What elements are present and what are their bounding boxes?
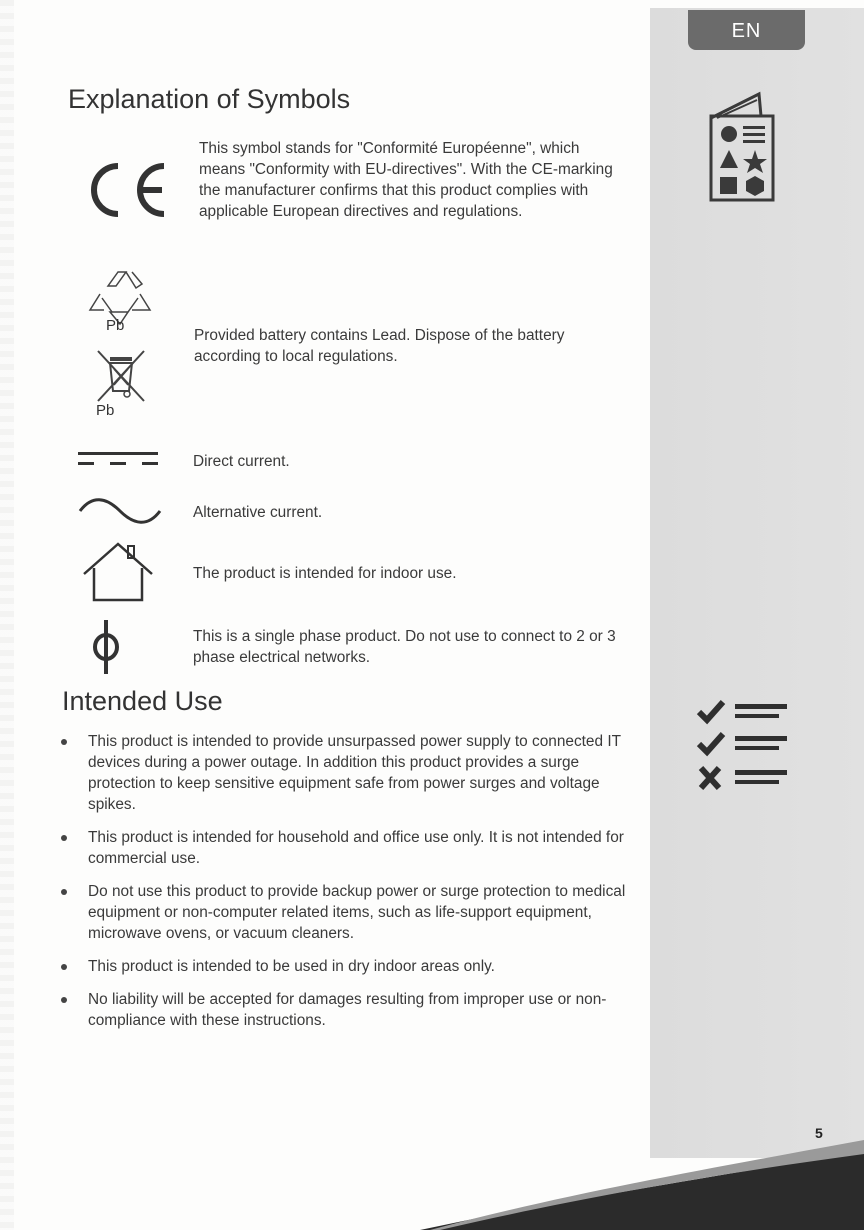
single-phase-icon [86,618,126,676]
bullet-icon [61,739,67,745]
language-tab: EN [688,10,805,50]
ac-description: Alternative current. [193,504,323,521]
list-item: This product is intended to be used in dry indoor areas only. [60,956,630,977]
section-title-symbols: Explanation of Symbols [68,84,351,114]
alternating-current-icon [78,497,162,527]
pb-label: Pb [106,317,125,334]
bullet-icon [61,835,67,841]
indoor-description: The product is intended for indoor use. [193,565,457,582]
list-item: No liability will be accepted for damages resulting from improper use or non-compliance with these instructions. [60,989,630,1031]
battery-description: Provided battery contains Lead. Dispose of the battery according to local regulations. [194,327,565,365]
manual-symbols-icon [703,88,783,208]
bullet-icon [61,889,67,895]
ce-mark-icon [84,160,174,220]
list-item: This product is intended for household and office use only. It is not intended for commercial use. [60,827,630,869]
list-item: This product is intended to provide unsurpassed power supply to connected IT devices during a power outage. In addition this product provides a surge protection to keep sensitive equipment safe from power surges and voltage spikes. [60,731,630,815]
page-curl [0,1030,864,1230]
dc-description: Direct current. [193,453,290,470]
list-item: Do not use this product to provide backup power or surge protection to medical equipment or non-computer related items, such as life-support equipment, microwave ovens, or vacuum cleaners. [60,881,630,944]
ce-description: This symbol stands for "Conformité Européenne", which means "Conformity with EU-directives". With the CE-marking the manufacturer confirms that this product complies with applicable European directives and regulations. [199,140,613,220]
bullet-icon [61,964,67,970]
bullet-icon [61,997,67,1003]
phase-description: This is a single phase product. Do not use to connect to 2 or 3 phase electrical networks. [193,628,616,666]
crossed-bin-icon [80,345,160,425]
page-number: 5 [815,1125,823,1141]
pb-label: Pb [96,402,115,419]
intended-use-list [60,731,630,1043]
direct-current-icon [78,450,158,470]
indoor-house-icon [82,540,154,602]
section-title-intended-use: Intended Use [62,686,223,716]
checklist-icon [693,700,803,810]
